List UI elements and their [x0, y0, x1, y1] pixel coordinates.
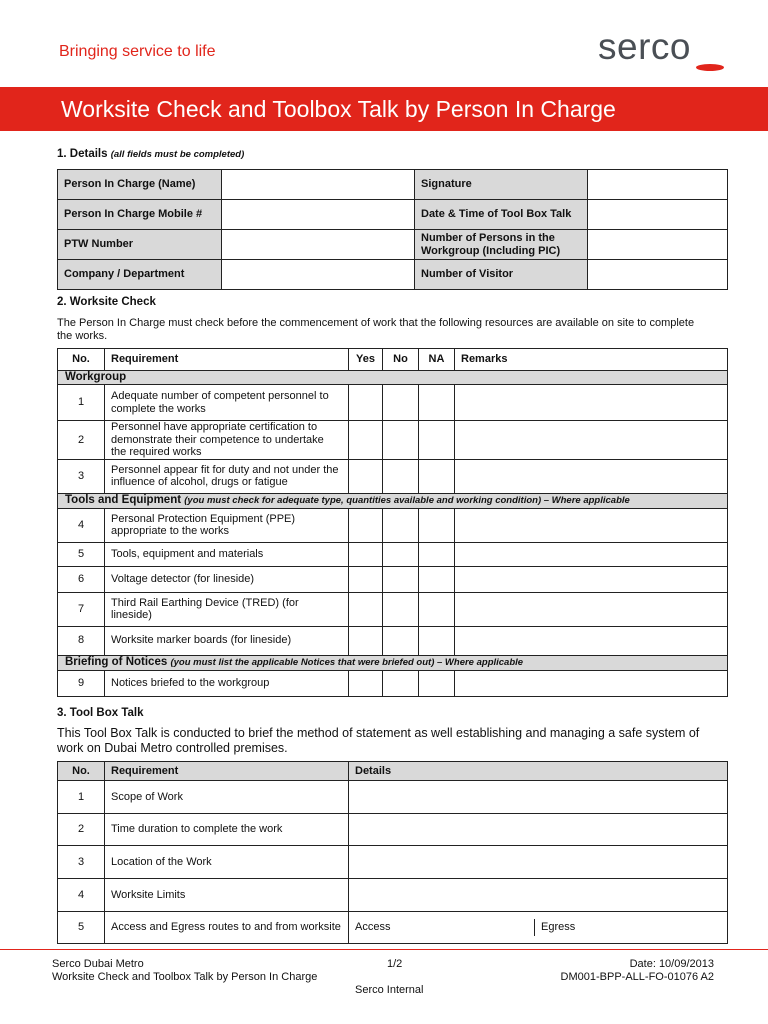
table-header-row — [58, 762, 728, 781]
details-cell[interactable] — [349, 781, 728, 814]
group-title: Tools and Equipment — [65, 493, 182, 506]
yes-cell[interactable] — [349, 542, 383, 566]
column-header: Requirement — [105, 762, 349, 781]
section-1-heading — [57, 148, 244, 160]
remarks-cell[interactable] — [455, 626, 728, 655]
row-number: 5 — [58, 912, 105, 944]
na-cell[interactable] — [419, 459, 455, 493]
remarks-cell[interactable] — [455, 385, 728, 421]
pic-mobile-field[interactable] — [222, 200, 415, 230]
signature-field[interactable] — [588, 170, 728, 200]
column-header: Remarks — [455, 349, 728, 371]
requirement-cell: Worksite marker boards (for lineside) — [105, 626, 349, 655]
no-cell[interactable] — [383, 508, 419, 542]
company-field[interactable] — [222, 260, 415, 290]
na-cell[interactable] — [419, 421, 455, 460]
remarks-cell[interactable] — [455, 508, 728, 542]
footer-divider — [0, 949, 768, 950]
na-cell[interactable] — [419, 592, 455, 626]
details-label: Company / Department — [58, 260, 222, 290]
pic-name-field[interactable] — [222, 170, 415, 200]
footer-doc-title: Worksite Check and Toolbox Talk by Person In Charge — [52, 971, 318, 983]
group-heading — [58, 493, 728, 508]
table-row — [58, 814, 728, 846]
title-banner — [0, 87, 768, 131]
details-label: Number of Visitor — [415, 260, 588, 290]
no-cell[interactable] — [383, 592, 419, 626]
row-number: 3 — [58, 459, 105, 493]
table-row — [58, 421, 728, 460]
group-note: (you must list the applicable Notices that were briefed out) – Where applicable — [170, 656, 524, 668]
no-cell[interactable] — [383, 385, 419, 421]
row-number: 7 — [58, 592, 105, 626]
footer-org: Serco Dubai Metro — [52, 958, 144, 970]
row-number: 6 — [58, 566, 105, 592]
remarks-cell[interactable] — [455, 459, 728, 493]
yes-cell[interactable] — [349, 459, 383, 493]
requirement-cell: Location of the Work — [105, 846, 349, 879]
egress-field[interactable]: Egress — [541, 921, 576, 934]
details-label: Number of Persons in the Workgroup (Including PIC) — [415, 230, 588, 260]
group-row — [58, 655, 728, 670]
requirement-cell: Personal Protection Equipment (PPE) appropriate to the works — [105, 508, 349, 542]
requirement-cell: Worksite Limits — [105, 879, 349, 912]
requirement-cell: Notices briefed to the workgroup — [105, 670, 349, 696]
table-row — [58, 670, 728, 696]
table-row — [58, 846, 728, 879]
details-row — [58, 230, 728, 260]
row-number: 1 — [58, 781, 105, 814]
requirement-cell: Personnel appear fit for duty and not under the influence of alcohol, drugs or fatigue — [105, 459, 349, 493]
section-2-heading: 2. Worksite Check — [57, 296, 156, 308]
no-cell[interactable] — [383, 626, 419, 655]
section-3-intro: This Tool Box Talk is conducted to brief the method of statement as well establishing and managing a safe system of work on Dubai Metro controlled premises. — [57, 726, 700, 755]
access-field[interactable]: Access — [349, 919, 535, 936]
requirement-cell: Time duration to complete the work — [105, 814, 349, 846]
details-cell — [349, 912, 728, 944]
table-row — [58, 879, 728, 912]
column-header: NA — [419, 349, 455, 371]
section-1-note: (all fields must be completed) — [110, 149, 245, 160]
remarks-cell[interactable] — [455, 566, 728, 592]
table-row — [58, 508, 728, 542]
group-title: Workgroup — [65, 371, 127, 384]
section-3-heading: 3. Tool Box Talk — [57, 707, 144, 719]
yes-cell[interactable] — [349, 626, 383, 655]
table-row — [58, 912, 728, 944]
remarks-cell[interactable] — [455, 421, 728, 460]
page-title: Worksite Check and Toolbox Talk by Person In Charge — [61, 96, 616, 122]
group-row — [58, 493, 728, 508]
na-cell[interactable] — [419, 566, 455, 592]
footer-classification: Serco Internal — [355, 984, 424, 996]
section-1-title: 1. Details — [57, 148, 108, 160]
yes-cell[interactable] — [349, 592, 383, 626]
table-header-row — [58, 349, 728, 371]
no-cell[interactable] — [383, 542, 419, 566]
toolbox-talk-table — [57, 761, 728, 944]
details-cell[interactable] — [349, 814, 728, 846]
footer-date: Date: 10/09/2013 — [629, 958, 714, 970]
details-cell[interactable] — [349, 846, 728, 879]
group-title: Briefing of Notices — [65, 655, 168, 668]
row-number: 1 — [58, 385, 105, 421]
requirement-cell: Adequate number of competent personnel to complete the works — [105, 385, 349, 421]
group-heading — [58, 371, 728, 385]
remarks-cell[interactable] — [455, 592, 728, 626]
yes-cell[interactable] — [349, 421, 383, 460]
no-cell[interactable] — [383, 670, 419, 696]
remarks-cell[interactable] — [455, 542, 728, 566]
footer-page-number: 1/2 — [387, 958, 403, 970]
yes-cell[interactable] — [349, 566, 383, 592]
details-row — [58, 200, 728, 230]
row-number: 2 — [58, 814, 105, 846]
na-cell[interactable] — [419, 508, 455, 542]
section-2-intro: The Person In Charge must check before the commencement of work that the following resources are available on site to complete the works. — [57, 317, 695, 342]
yes-cell[interactable] — [349, 508, 383, 542]
requirement-cell: Tools, equipment and materials — [105, 542, 349, 566]
no-cell[interactable] — [383, 421, 419, 460]
table-row — [58, 781, 728, 814]
table-row — [58, 592, 728, 626]
ptw-number-field[interactable] — [222, 230, 415, 260]
row-number: 3 — [58, 846, 105, 879]
column-header: Yes — [349, 349, 383, 371]
serco-logo — [598, 26, 728, 74]
row-number: 5 — [58, 542, 105, 566]
row-number: 8 — [58, 626, 105, 655]
no-cell[interactable] — [383, 566, 419, 592]
yes-cell[interactable] — [349, 670, 383, 696]
group-row — [58, 371, 728, 385]
persons-count-field[interactable] — [588, 230, 728, 260]
table-row — [58, 459, 728, 493]
na-cell[interactable] — [419, 626, 455, 655]
table-row — [58, 385, 728, 421]
na-cell[interactable] — [419, 542, 455, 566]
logo-text: serco — [598, 26, 691, 67]
details-label: Person In Charge Mobile # — [58, 200, 222, 230]
na-cell[interactable] — [419, 670, 455, 696]
group-note: (you must check for adequate type, quantities available and working condition) – Where applicable — [184, 494, 630, 506]
column-header: No. — [58, 349, 105, 371]
remarks-cell[interactable] — [455, 670, 728, 696]
access-egress-split — [349, 919, 727, 936]
na-cell[interactable] — [419, 385, 455, 421]
column-header: No. — [58, 762, 105, 781]
table-row — [58, 626, 728, 655]
logo-swoosh-icon — [696, 64, 724, 71]
tagline: Bringing service to life — [59, 43, 216, 60]
details-row — [58, 260, 728, 290]
requirement-cell: Access and Egress routes to and from worksite — [105, 912, 349, 944]
details-label: Person In Charge (Name) — [58, 170, 222, 200]
table-row — [58, 542, 728, 566]
visitor-count-field[interactable] — [588, 260, 728, 290]
column-header: Details — [349, 762, 728, 781]
details-label: Signature — [415, 170, 588, 200]
worksite-check-table — [57, 348, 728, 697]
row-number: 9 — [58, 670, 105, 696]
table-row — [58, 566, 728, 592]
requirement-cell: Voltage detector (for lineside) — [105, 566, 349, 592]
row-number: 4 — [58, 508, 105, 542]
requirement-cell: Personnel have appropriate certification to demonstrate their competence to undertake the required works — [105, 421, 349, 460]
toolbox-datetime-field[interactable] — [588, 200, 728, 230]
footer-doc-code: DM001-BPP-ALL-FO-01076 A2 — [560, 971, 714, 983]
details-cell[interactable] — [349, 879, 728, 912]
details-table — [57, 169, 728, 290]
details-row — [58, 170, 728, 200]
column-header: No — [383, 349, 419, 371]
row-number: 4 — [58, 879, 105, 912]
column-header: Requirement — [105, 349, 349, 371]
yes-cell[interactable] — [349, 385, 383, 421]
requirement-cell: Third Rail Earthing Device (TRED) (for lineside) — [105, 592, 349, 626]
details-label: Date & Time of Tool Box Talk — [415, 200, 588, 230]
details-label: PTW Number — [58, 230, 222, 260]
no-cell[interactable] — [383, 459, 419, 493]
group-heading — [58, 655, 728, 670]
requirement-cell: Scope of Work — [105, 781, 349, 814]
row-number: 2 — [58, 421, 105, 460]
